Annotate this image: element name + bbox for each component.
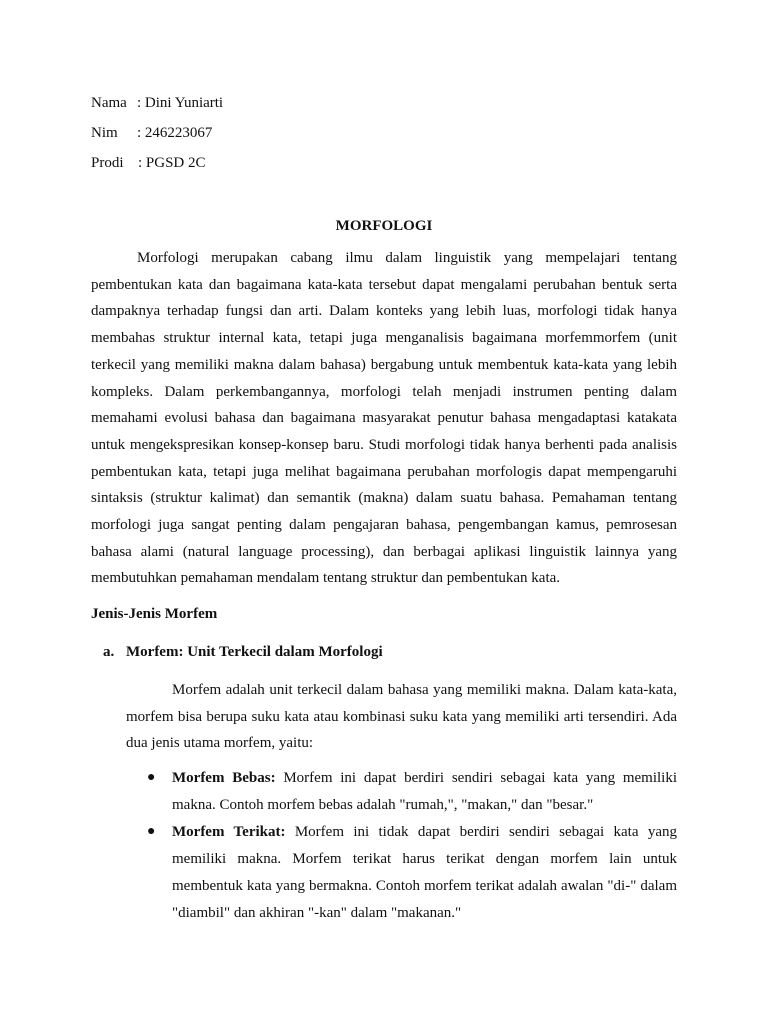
nama-label: Nama [91,95,127,111]
nim-label: Nim [91,125,118,141]
nim-row [91,123,223,153]
subsection-heading [103,642,383,662]
subsection-paragraph: Morfem adalah unit terkecil dalam bahasa yang memiliki makna. Dalam kata-kata, morfem bisa berupa suku kata atau kombinasi suku kata yang memiliki arti tersendiri. Ada dua jenis utama morfem, yaitu: [126,682,677,752]
bullet-text: Morfem ini dapat berdiri sendiri sebagai kata yang memiliki makna. Contoh morfem bebas adalah "rumah,", "makan," dan "besar." [172,770,678,813]
bullet-term: Morfem Terikat: [172,824,286,841]
list-item [147,819,677,926]
list-item [147,765,677,818]
subsection-letter: a. [103,644,115,660]
nama-row [91,93,223,123]
nim-value: : 246223067 [137,125,213,141]
prodi-row [91,153,223,183]
student-info [91,93,223,183]
prodi-label: Prodi [91,155,124,171]
subsection-title: Morfem: Unit Terkecil dalam Morfologi [126,644,383,660]
intro-paragraph: Morfologi merupakan cabang ilmu dalam linguistik yang mempelajari tentang pembentukan kata dan bagaimana kata-kata tersebut dapat mengalami perubahan bentuk serta dampaknya terhadap fungsi dan arti. Dalam konteks yang lebih luas, morfologi tidak hanya membahas struktur internal kata, tetapi juga menganalisis bagaimana morfemmorfem (unit terkecil yang memiliki makna dalam bahasa) bergabung untuk membentuk kata-kata yang lebih kompleks. Dalam perkembangannya, morfologi telah menjadi instrumen penting dalam memahami evolusi bahasa dan bagaimana masyarakat penutur bahasa mengadaptasi katakata untuk mengekspresikan konsep-konsep baru. Studi morfologi tidak hanya berhenti pada analisis pembentukan kata, tetapi juga melihat bagaimana perubahan morfologis dapat mempengaruhi sintaksis (struktur kalimat) dan semantik (makna) dalam suatu bahasa. Pemahaman tentang morfologi juga sangat penting dalam pengajaran bahasa, pengembangan kamus, pemrosesan bahasa alami (natural language processing), dan berbagai aplikasi linguistik lainnya yang membutuhkan pemahaman mendalam tentang struktur dan pembentukan kata. [91,250,677,587]
bullet-icon: ● [147,770,156,785]
nama-value: : Dini Yuniarti [137,95,224,111]
morfem-type-list [147,765,677,927]
bullet-term: Morfem Bebas: [172,770,276,786]
section-title: Jenis-Jenis Morfem [91,606,218,622]
prodi-value: : PGSD 2C [138,155,206,171]
bullet-icon: ● [147,824,156,840]
document-title: MORFOLOGI [335,218,433,234]
bullet-text: Morfem ini tidak dapat berdiri sendiri sebagai kata yang memiliki makna. Morfem terikat harus terikat dengan morfem lain untuk membentuk kata yang bermakna. Contoh morfem terikat adalah awalan "di-" dalam "diambil" dan akhiran "-kan" dalam "makanan." [172,824,677,921]
